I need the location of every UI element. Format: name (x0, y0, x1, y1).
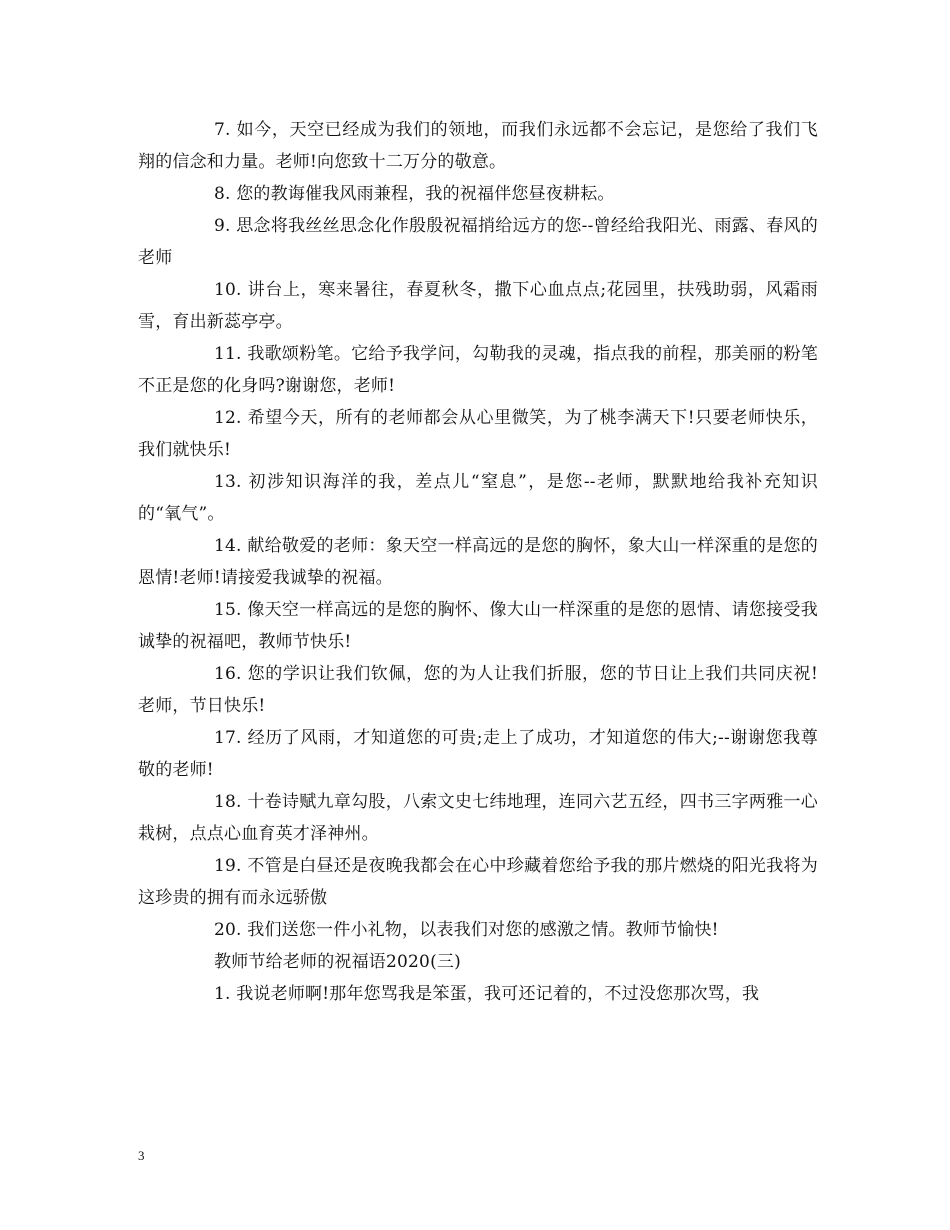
paragraph-12: 12. 希望今天，所有的老师都会从心里微笑，为了桃李满天下!只要老师快乐，我们就快乐! (138, 408, 818, 460)
paragraph-9: 9. 思念将我丝丝思念化作殷殷祝福捎给远方的您--曾经给我阳光、雨露、春风的老师 (138, 216, 818, 268)
paragraph-15: 15. 像天空一样高远的是您的胸怀、像大山一样深重的是您的恩情、请您接受我诚挚的祝福吧，教师节快乐! (138, 600, 818, 652)
paragraph-11: 11. 我歌颂粉笔。它给予我学问，勾勒我的灵魂，指点我的前程，那美丽的粉笔不正是您的化身吗?谢谢您，老师! (138, 344, 818, 396)
document-body (138, 114, 818, 1010)
paragraph-13: 13. 初涉知识海洋的我，差点儿“窒息”，是您--老师，默默地给我补充知识的“氧气”。 (138, 472, 818, 524)
paragraph-17: 17. 经历了风雨，才知道您的可贵;走上了成功，才知道您的伟大;--谢谢您我尊敬的老师! (138, 728, 818, 780)
paragraph-18: 18. 十卷诗赋九章勾股，八索文史七纬地理，连同六艺五经，四书三字两雅一心栽树，点点心血育英才泽神州。 (138, 792, 818, 844)
paragraph-8: 8. 您的教诲催我风雨兼程，我的祝福伴您昼夜耕耘。 (214, 184, 615, 204)
section-heading: 教师节给老师的祝福语2020(三) (214, 952, 461, 972)
paragraph-16: 16. 您的学识让我们钦佩，您的为人让我们折服，您的节日让上我们共同庆祝!老师，节日快乐! (138, 664, 818, 716)
paragraph-20: 20. 我们送您一件小礼物，以表我们对您的感激之情。教师节愉快! (214, 920, 719, 940)
paragraph-10: 10. 讲台上，寒来暑往，春夏秋冬，撒下心血点点;花园里，扶残助弱，风霜雨雪，育出新蕊亭亭。 (138, 280, 818, 332)
paragraph-14: 14. 献给敬爱的老师：象天空一样高远的是您的胸怀，象大山一样深重的是您的恩情!老师!请接爱我诚挚的祝福。 (138, 536, 818, 588)
paragraph-19: 19. 不管是白昼还是夜晚我都会在心中珍藏着您给予我的那片燃烧的阳光我将为这珍贵的拥有而永远骄傲 (138, 856, 818, 908)
page-number: 3 (138, 1148, 145, 1163)
paragraph-1: 1. 我说老师啊!那年您骂我是笨蛋，我可还记着的，不过没您那次骂，我 (214, 984, 760, 1004)
paragraph-7: 7. 如今，天空已经成为我们的领地，而我们永远都不会忘记，是您给了我们飞翔的信念和力量。老师!向您致十二万分的敬意。 (138, 120, 818, 172)
